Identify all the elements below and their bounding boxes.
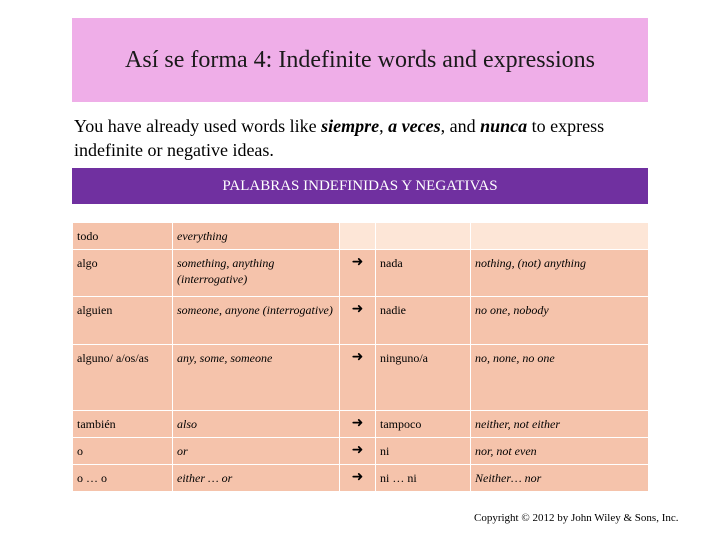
table-header-bar [72,168,648,204]
negative-translation: Neither… nor [471,465,649,492]
negative-word [376,223,471,250]
vocabulary-table [72,222,649,492]
negative-translation: neither, not either [471,411,649,438]
table-row [73,297,649,345]
arrow-right-icon: ➜ [340,250,376,297]
arrow-right-icon: ➜ [340,411,376,438]
negative-word: ni [376,438,471,465]
arrow-cell [340,223,376,250]
copyright-notice: Copyright © 2012 by John Wiley & Sons, Inc. [474,512,679,524]
intro-text-post: to express indefinite or negative ideas. [74,116,605,160]
indefinite-translation: or [173,438,340,465]
intro-sep-1: , [379,116,389,136]
intro-paragraph [74,114,654,162]
table-row [73,345,649,411]
indefinite-translation: everything [173,223,340,250]
intro-word-nunca: nunca [480,116,528,136]
table-row [73,438,649,465]
negative-word: ni … ni [376,465,471,492]
table-header-label: PALABRAS INDEFINIDAS Y NEGATIVAS [222,177,498,194]
indefinite-word: o [73,438,173,465]
negative-translation: no one, nobody [471,297,649,345]
indefinite-translation: someone, anyone (interrogative) [173,297,340,345]
intro-sep-2: , and [440,116,481,136]
indefinite-word: algo [73,250,173,297]
intro-word-a-veces: a veces [388,116,441,136]
negative-translation: nor, not even [471,438,649,465]
table-row [73,411,649,438]
table-row [73,250,649,297]
arrow-right-icon: ➜ [340,438,376,465]
negative-translation: no, none, no one [471,345,649,411]
arrow-right-icon: ➜ [340,465,376,492]
indefinite-word: también [73,411,173,438]
indefinite-translation: any, some, someone [173,345,340,411]
negative-word: tampoco [376,411,471,438]
arrow-right-icon: ➜ [340,345,376,411]
negative-word: ninguno/a [376,345,471,411]
slide-title-box [72,18,648,102]
indefinite-word: alguno/ a/os/as [73,345,173,411]
negative-word: nadie [376,297,471,345]
negative-translation: nothing, (not) anything [471,250,649,297]
table-row [73,223,649,250]
arrow-right-icon: ➜ [340,297,376,345]
table-row [73,465,649,492]
indefinite-word: o … o [73,465,173,492]
indefinite-translation: something, anything (interrogative) [173,250,340,297]
indefinite-word: alguien [73,297,173,345]
negative-word: nada [376,250,471,297]
negative-translation [471,223,649,250]
intro-text-pre: You have already used words like [74,116,322,136]
indefinite-translation: also [173,411,340,438]
slide-title: Así se forma 4: Indefinite words and expressions [125,46,595,73]
indefinite-translation: either … or [173,465,340,492]
intro-word-siempre: siempre [321,116,380,136]
indefinite-word: todo [73,223,173,250]
